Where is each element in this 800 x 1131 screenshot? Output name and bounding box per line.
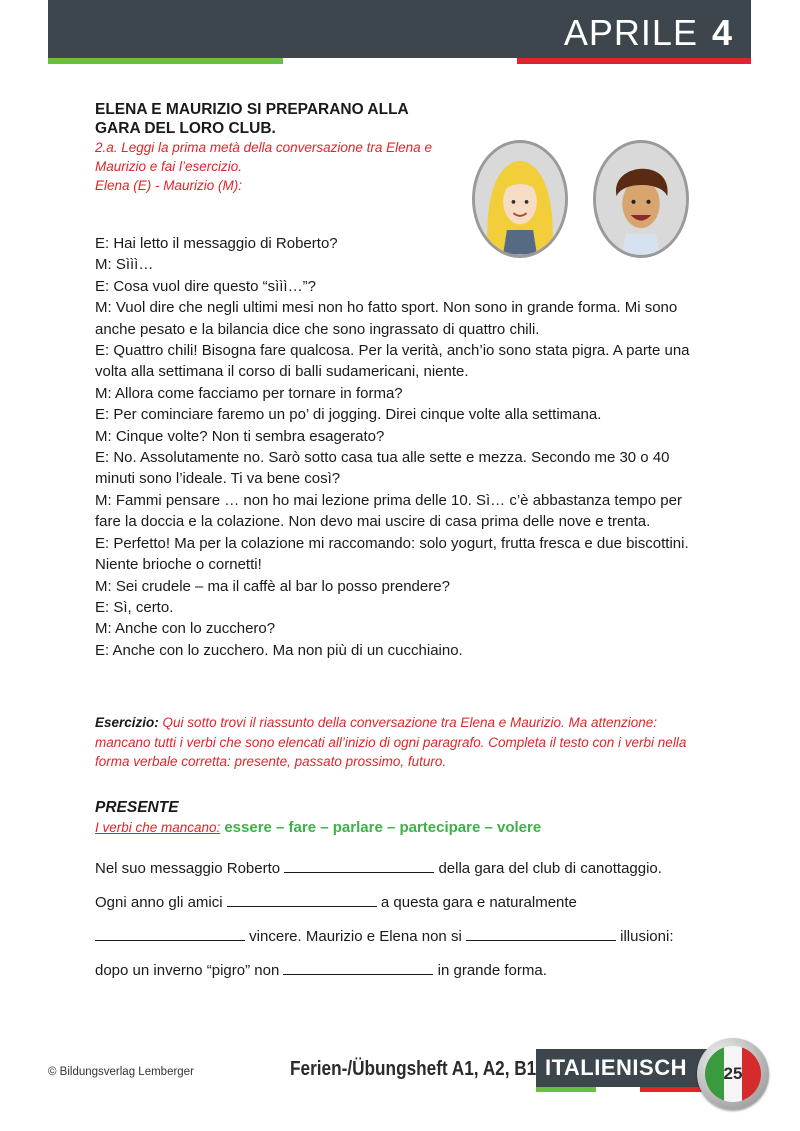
cloze-text: dopo un inverno “pigro” non <box>95 961 280 979</box>
header-green-stripe <box>48 58 283 64</box>
answer-blank[interactable] <box>284 858 434 873</box>
answer-blank[interactable] <box>466 926 616 941</box>
dialogue-line: E: Cosa vuol dire questo “sììì…”? <box>95 277 316 295</box>
exercise-instructions <box>95 713 707 772</box>
cloze-exercise <box>95 858 707 981</box>
verbs-line <box>95 819 707 836</box>
header-title <box>564 12 733 54</box>
page-number: 25 <box>723 1064 743 1083</box>
dialogue-line: M: Cinque volte? Non ti sembra esagerato? <box>95 427 385 445</box>
header-red-stripe <box>517 58 751 64</box>
dialogue-line: E: Perfetto! Ma per la colazione mi raccomando: solo yogurt, frutta fresca e due biscottini. Niente brioche o cornetti! <box>95 534 689 574</box>
header-unit-number: 4 <box>711 12 733 53</box>
instruction-line-2: Elena (E) - Maurizio (M): <box>95 178 243 193</box>
cloze-text: della gara del club di canottaggio. <box>438 859 662 877</box>
footer-book-title: Ferien-/Übungsheft A1, A2, B1 <box>290 1058 537 1080</box>
dialogue-line: E: Per cominciare faremo un po’ di jogging. Direi cinque volte alla settimana. <box>95 406 602 424</box>
answer-blank[interactable] <box>95 926 245 941</box>
main-content <box>95 100 707 994</box>
header-month: APRILE <box>563 12 698 53</box>
dialogue-line: E: Sì, certo. <box>95 598 174 616</box>
dialogue-line: M: Sei crudele – ma il caffè al bar lo posso prendere? <box>95 577 450 595</box>
dialogue-line: M: Sììì… <box>95 256 154 274</box>
page-header <box>48 0 751 58</box>
dialogue-line: M: Allora come facciamo per tornare in forma? <box>95 384 403 402</box>
answer-blank[interactable] <box>283 960 433 975</box>
cloze-line-1 <box>95 858 707 879</box>
dialogue-line: E: No. Assolutamente no. Sarò sotto casa tua alle sette e mezza. Secondo me 30 o 40 minuti sono l’ideale. Ti va bene così? <box>95 449 670 488</box>
section-title: PRESENTE <box>95 798 179 816</box>
cloze-text: in grande forma. <box>437 961 547 979</box>
exercise-text: Qui sotto trovi il riassunto della conversazione tra Elena e Maurizio. Ma attenzione: mancano tutti i verbi che sono elencati all’inizio di ogni paragrafo. Completa il testo con i verbi nella forma verbale corretta: presente, passato prossimo, futuro. <box>95 715 687 770</box>
cloze-text: Ogni anno gli amici <box>95 893 223 911</box>
footer-copyright: © Bildungsverlag Lemberger <box>48 1066 194 1078</box>
instruction-line-1: 2.a. Leggi la prima metà della conversazione tra Elena e Maurizio e fai l’esercizio. <box>95 140 432 174</box>
page-number-badge <box>697 1038 769 1110</box>
cloze-text: a questa gara e naturalmente <box>380 893 577 911</box>
cloze-text: illusioni: <box>620 927 674 945</box>
exercise-label: Esercizio: <box>95 715 159 731</box>
dialogue-line: M: Anche con lo zucchero? <box>95 620 276 638</box>
dialogue <box>95 233 707 661</box>
dialogue-line: E: Quattro chili! Bisogna fare qualcosa. Per la verità, anch’io sono stata pigra. A parte una volta alla settimana il corso di balli sudamericani, niente. <box>95 342 690 381</box>
cloze-line-4 <box>95 960 707 981</box>
cloze-line-2 <box>95 892 707 913</box>
cloze-text: vincere. Maurizio e Elena non si <box>249 927 462 945</box>
dialogue-line: E: Anche con lo zucchero. Ma non più di un cucchiaino. <box>95 641 463 659</box>
verbs-list: essere – fare – parlare – partecipare – volere <box>224 818 542 836</box>
dialogue-line: M: Fammi pensare … non ho mai lezione prima delle 10. Sì… c’è abbastanza tempo per fare la doccia e la colazione. Non devo mai uscire di casa prima delle nove e trenta. <box>95 491 682 531</box>
cloze-text: Nel suo messaggio Roberto <box>95 859 281 877</box>
verbs-label: I verbi che mancano: <box>95 819 221 835</box>
footer-language: ITALIENISCH <box>536 1049 708 1087</box>
page-title: ELENA E MAURIZIO SI PREPARANO ALLA GARA DEL LORO CLUB. <box>95 101 409 137</box>
footer-green-stripe <box>536 1087 596 1092</box>
cloze-line-3 <box>95 926 707 947</box>
answer-blank[interactable] <box>227 892 377 907</box>
dialogue-line: M: Vuol dire che negli ultimi mesi non ho fatto sport. Non sono in grande forma. Mi sono anche pesato e la bilancia dice che sono ingrassato di quattro chili. <box>95 299 678 338</box>
dialogue-line: E: Hai letto il messaggio di Roberto? <box>95 235 338 252</box>
